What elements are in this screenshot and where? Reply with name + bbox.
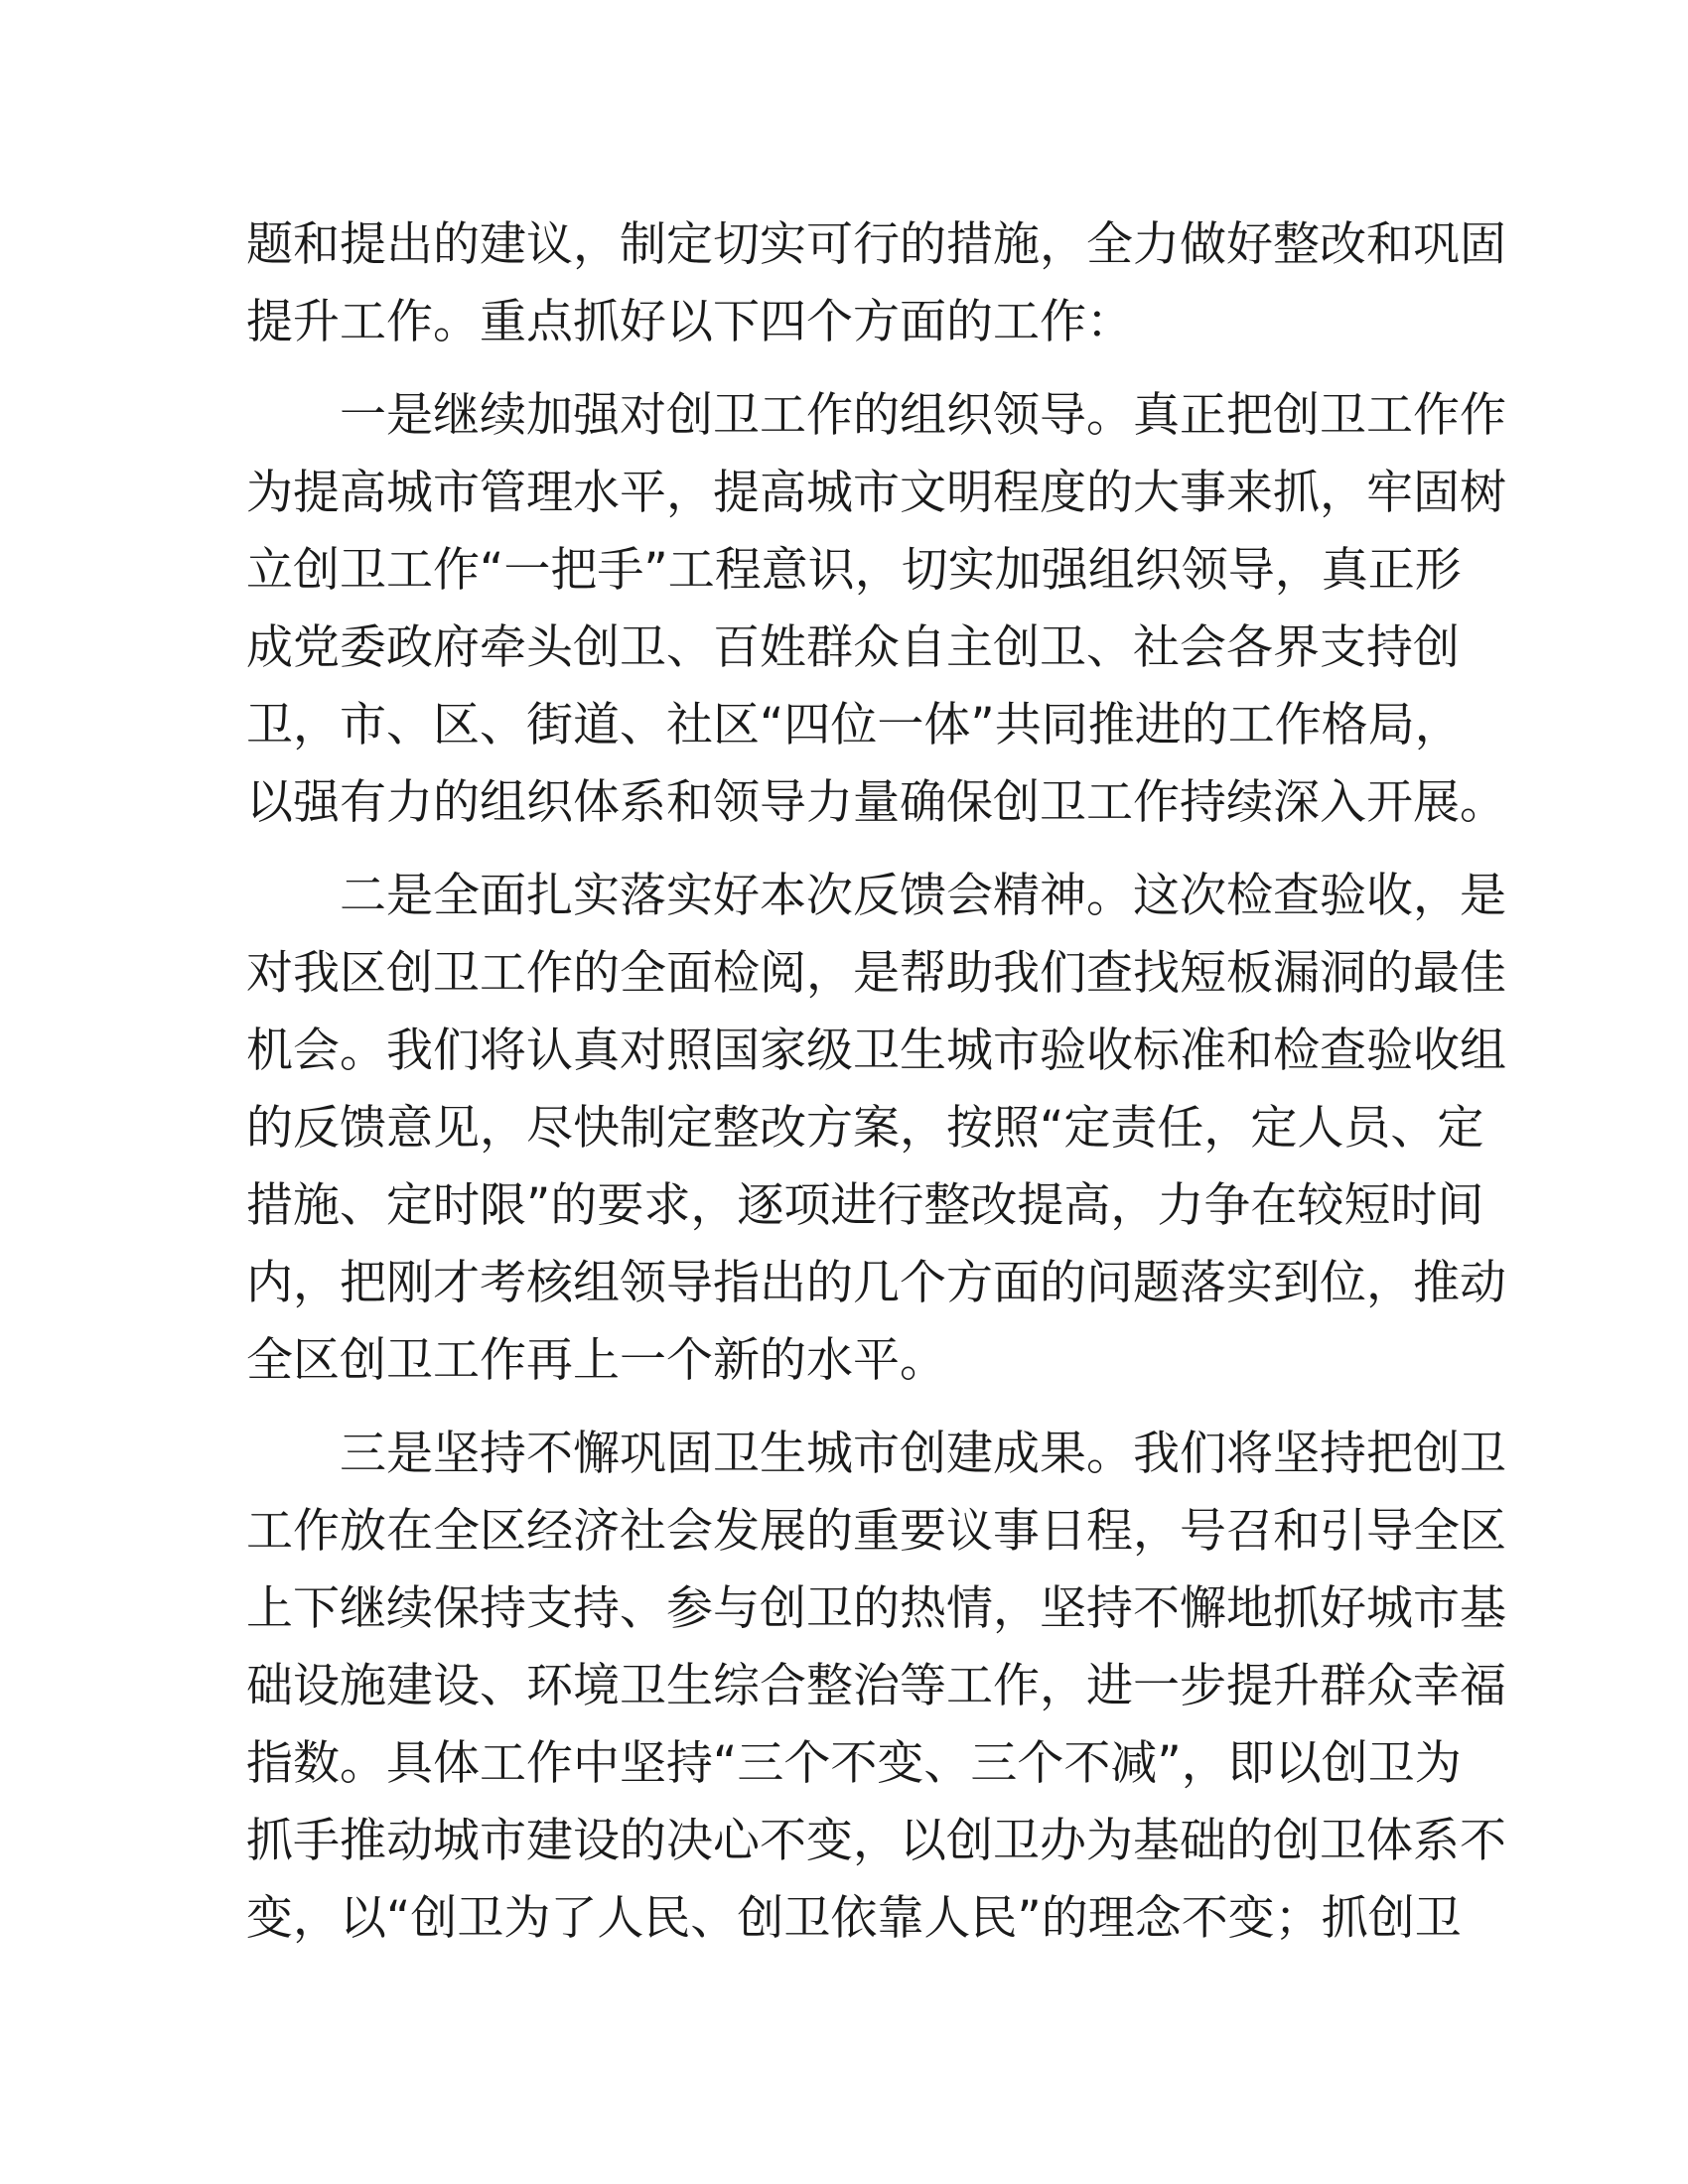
text-line: 为提高城市管理水平，提高城市文明程度的大事来抓，牢固树 [246,466,1506,520]
paragraph-3 [246,858,1506,1400]
body-text [246,206,1506,1958]
text-line: 础设施建设、环境卫生综合整治等工作，进一步提升群众幸福 [246,1659,1506,1713]
text-line: 一是继续加强对创卫工作的组织领导。真正把创卫工作作 [340,388,1506,443]
text-line: 机会。我们将认真对照国家级卫生城市验收标准和检查验收组 [246,1024,1506,1078]
paragraph-1 [246,206,1506,361]
text-line: 工作放在全区经济社会发展的重要议事日程，号召和引导全区 [246,1504,1506,1559]
text-line: 上下继续保持支持、参与创卫的热情，坚持不懈地抓好城市基 [246,1581,1506,1636]
text-line: 抓手推动城市建设的决心不变，以创卫办为基础的创卫体系不 [246,1814,1506,1868]
text-line: 卫，市、区、街道、社区“四位一体”共同推进的工作格局， [246,698,1462,752]
text-line: 以强有力的组织体系和领导力量确保创卫工作持续深入开展。 [246,775,1506,830]
text-line: 立创卫工作“一把手”工程意识，切实加强组织领导，真正形 [246,543,1462,598]
text-line: 题和提出的建议，制定切实可行的措施，全力做好整改和巩固 [246,217,1506,272]
text-line: 指数。具体工作中坚持“三个不变、三个不减”，即以创卫为 [246,1736,1462,1791]
text-line: 对我区创卫工作的全面检阅，是帮助我们查找短板漏洞的最佳 [246,946,1506,1001]
paragraph-2 [246,377,1506,842]
text-line: 成党委政府牵头创卫、百姓群众自主创卫、社会各界支持创 [246,620,1460,675]
text-line: 的反馈意见，尽快制定整改方案，按照“定责任，定人员、定 [246,1101,1484,1156]
text-line: 内，把刚才考核组领导指出的几个方面的问题落实到位，推动 [246,1256,1506,1310]
text-line: 全区创卫工作再上一个新的水平。 [246,1333,946,1388]
text-line: 二是全面扎实落实好本次反馈会精神。这次检查验收，是 [340,869,1506,923]
paragraph-4 [246,1416,1506,1958]
text-line: 变，以“创卫为了人民、创卫依靠人民”的理念不变；抓创卫 [246,1891,1462,1946]
text-line: 三是坚持不懈巩固卫生城市创建成果。我们将坚持把创卫 [340,1427,1506,1481]
text-line: 措施、定时限”的要求，逐项进行整改提高，力争在较短时间 [246,1178,1484,1233]
text-line: 提升工作。重点抓好以下四个方面的工作： [246,295,1133,349]
